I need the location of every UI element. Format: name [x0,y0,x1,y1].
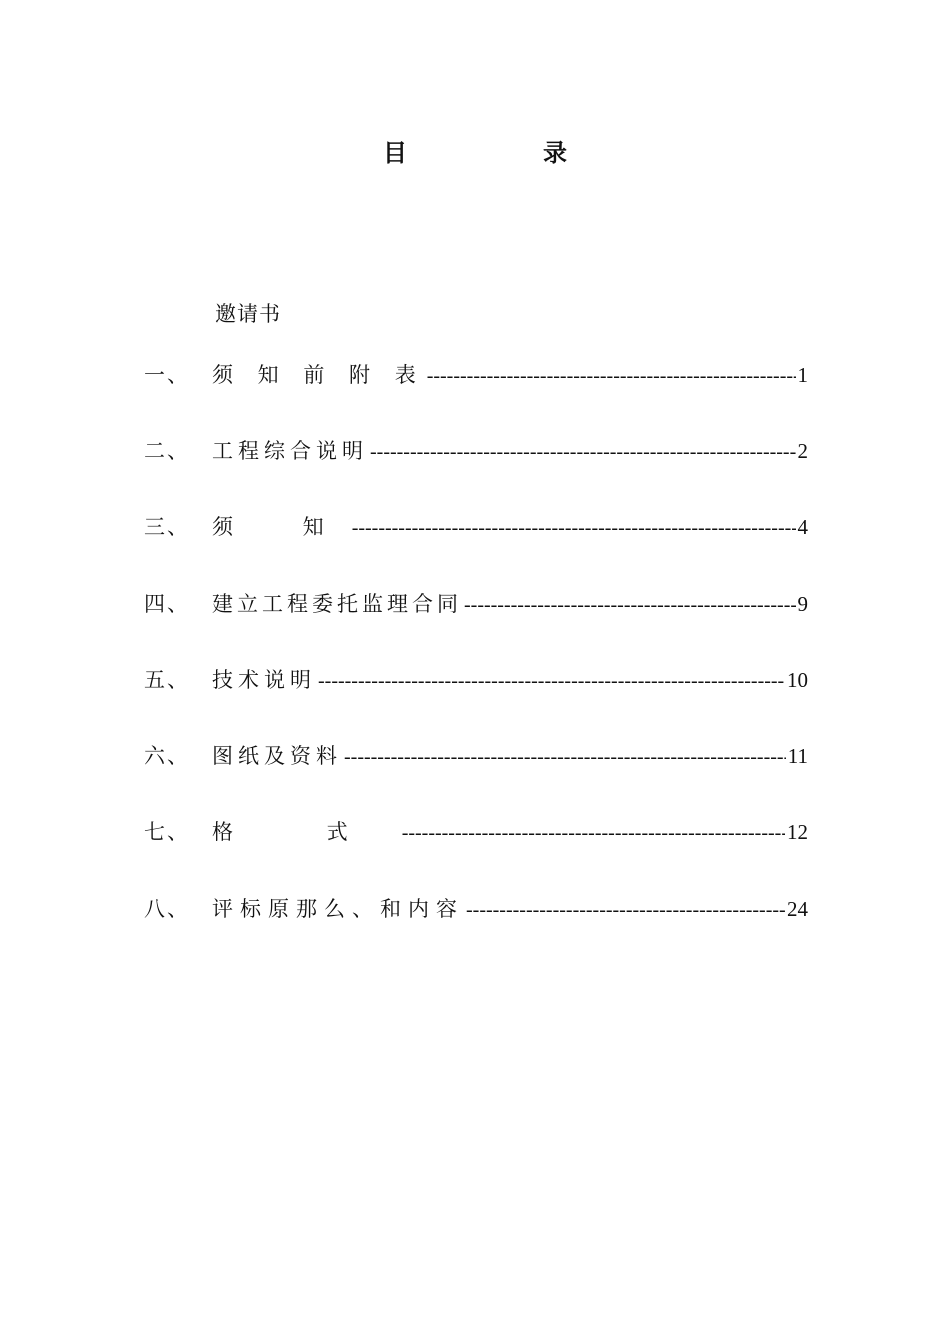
toc-entry[interactable] [144,435,808,467]
toc-entry-label: 工程综合说明 [212,439,368,463]
intro-entry: 邀请书 [215,302,281,326]
toc-entry[interactable] [144,359,808,391]
toc-entry-number: 六、 [144,744,190,768]
toc-entry[interactable] [144,740,808,772]
toc-leader-dashes [464,594,796,617]
toc-leader-dashes [318,670,785,693]
toc-entry-page: 4 [797,515,808,539]
toc-entry-page: 2 [797,439,808,463]
toc-leader-dashes [352,517,796,540]
toc-entry-label: 须 知 前 附 表 [212,363,425,387]
toc-entry-number: 七、 [144,820,190,844]
toc-entry[interactable] [144,664,808,696]
toc-entry-label: 须 知 [212,515,338,539]
toc-entry-page: 10 [787,668,808,692]
page-title: 目 录 [383,138,623,167]
toc-entry-label: 建立工程委托监理合同 [212,592,462,616]
toc-entry-number: 三、 [144,515,190,539]
toc-leader-dashes [427,365,796,388]
toc-leader-dashes [466,899,785,922]
toc-entry-label: 评标原那么、和内容 [212,897,464,921]
toc-entry[interactable] [144,588,808,620]
toc-entry[interactable] [144,893,808,925]
toc-entry-page: 1 [797,363,808,387]
toc-entry-number: 二、 [144,439,190,463]
toc-entry-number: 四、 [144,592,190,616]
toc-entry-page: 9 [797,592,808,616]
toc-entry[interactable] [144,511,808,543]
toc-leader-dashes [370,441,796,464]
toc-entry-page: 12 [787,820,808,844]
toc-entry-label: 图纸及资料 [212,744,342,768]
toc-entry-page: 11 [787,744,808,768]
toc-leader-dashes [344,746,786,769]
toc-leader-dashes [402,822,785,845]
toc-entry-label: 技术说明 [212,668,316,692]
toc-entry[interactable] [144,816,808,848]
toc-entry-page: 24 [787,897,808,921]
toc-entry-label: 格 式 [212,820,370,844]
toc-entry-number: 五、 [144,668,190,692]
toc-entry-number: 一、 [144,363,190,387]
toc-entry-number: 八、 [144,897,190,921]
